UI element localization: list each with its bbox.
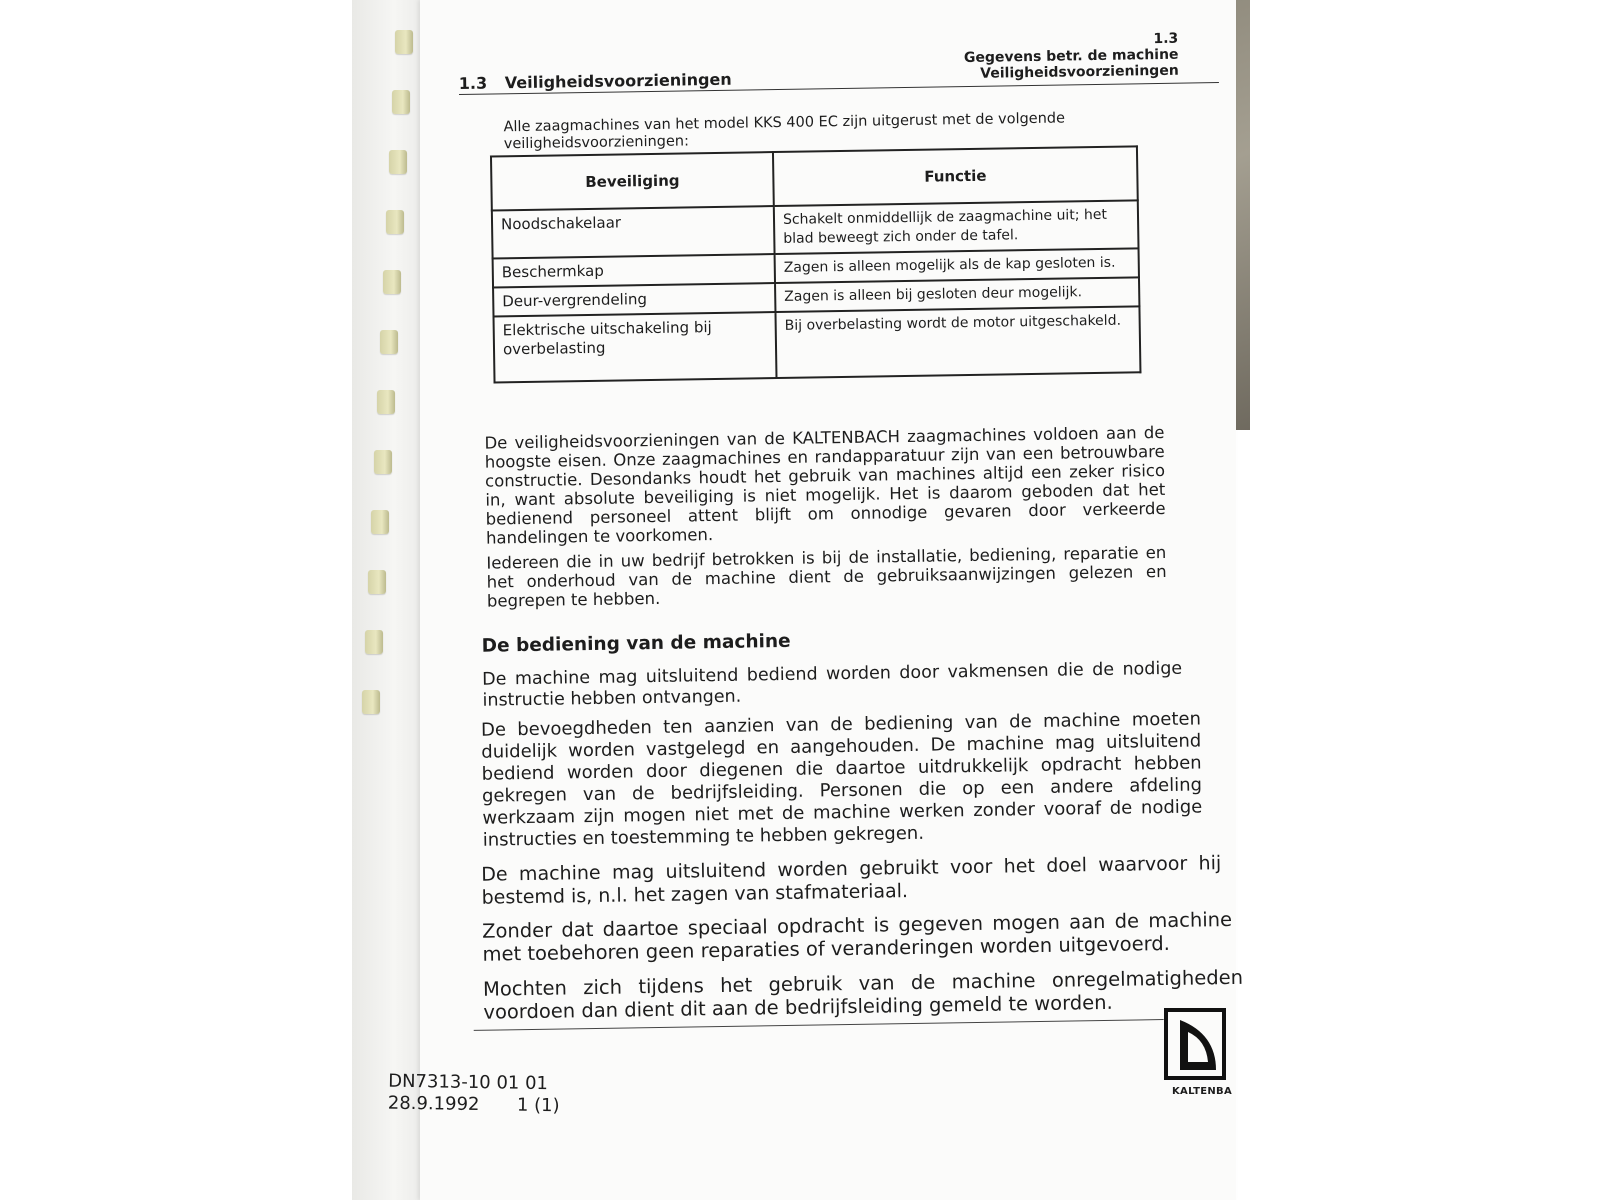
column-header-functie: Functie [773,146,1138,206]
document-date: 28.9.1992 [387,1092,480,1116]
table-cell-beveiliging: Elektrische uitschakeling bij overbelasting [494,312,777,382]
background-right [1236,0,1600,1200]
table-cell-beveiliging: Beschermkap [493,254,775,287]
binding-ring [365,630,383,654]
binding-ring [377,390,395,414]
page-content [458,18,1244,1150]
binding-ring [386,210,404,234]
binding-ring [392,90,410,114]
safety-table [490,145,1142,383]
responsibility-paragraph: Iedereen die in uw bedrijf betrokken is bij de installatie, bediening, reparatie en het onderhoud van de machine dient de gebruiksaanwijzingen gelezen en begrepen te hebben. [486,542,1167,611]
table-cell-functie: Zagen is alleen mogelijk als de kap gesloten is. [775,248,1139,283]
header-topic: Veiligheidsvoorzieningen [980,62,1179,82]
page-number: 1 (1) [516,1094,560,1117]
header-chapter: Gegevens betr. de machine [963,46,1179,67]
binding-ring [383,270,401,294]
binding-ring [380,330,398,354]
section-number: 1.3 [458,73,488,93]
binding-ring [368,570,386,594]
binding-ring [362,690,380,714]
binding-ring [374,450,392,474]
section-title-text: Veiligheidsvoorzieningen [504,69,732,93]
document-number: DN7313-10 01 01 [388,1070,549,1095]
operation-paragraph: Mochten zich tijdens het gebruik van de machine onregelmatigheden voordoen dan dient dit aan de bedrijfsleiding gemeld te worden. [482,965,1244,1024]
logo-mark [1164,1008,1226,1080]
page-header [964,31,1179,82]
table-cell-beveiliging: Deur-vergrendeling [493,283,775,316]
binding-ring [371,510,389,534]
binding-ring [389,150,407,174]
footer-date-page [388,1093,560,1118]
operation-paragraph: Zonder dat daartoe speciaal opdracht is gegeven mogen aan de machine met toebehoren geen reparaties of veranderingen worden uitgevoerd. [481,907,1233,966]
safety-paragraph: De veiligheidsvoorzieningen van de KALTENBACH zaagmachines voldoen aan de hoogste eisen. Onze zaagmachines en randapparatuur zijn van een betrouwbare constructie. Desondanks houdt het gebruik van machines altijd een zeker risico in, want absolute beveiliging is niet mogelijk. Het is daarom geboden dat het bedienend personeel attent blijft om onnodige gevaren door verkeerde handelingen te voorkomen. [484,422,1166,548]
table-row [494,306,1141,382]
logo-text: KALTENBA [1172,1086,1232,1097]
spiral-binding [352,0,422,1200]
kaltenbach-logo [1164,1008,1232,1104]
header-section-number: 1.3 [1153,30,1179,48]
intro-text: Alle zaagmachines van het model KKS 400 EC zijn uitgerust met de volgende veiligheidsvoorzieningen: [503,110,1066,153]
table-cell-beveiliging: Noodschakelaar [492,206,775,258]
binding-ring [395,30,413,54]
background-left [0,0,352,1200]
operation-paragraph: De machine mag uitsluitend bediend worden door vakmensen die de nodige instructie hebben ontvangen. [482,658,1183,711]
table-cell-functie: Zagen is alleen bij gesloten deur mogelijk. [775,277,1139,312]
operation-heading: De bediening van de machine [481,630,791,657]
table-cell-functie: Bij overbelasting wordt de motor uitgeschakeld. [775,306,1140,378]
operation-paragraph: De machine mag uitsluitend worden gebruikt voor het doel waarvoor hij bestemd is, n.l. het zagen van stafmateriaal. [481,852,1222,909]
column-header-beveiliging: Beveiliging [491,152,774,210]
operation-paragraph: De bevoegdheden ten aanzien van de bediening van de machine moeten duidelijk worden vastgelegd en aangehouden. De machine mag uitsluitend bediend worden door diegenen die daartoe uitdrukkelijk opdracht hebben gekregen van de bedrijfsleiding. Personen die op een andere afdeling werkzaam zijn mogen niet met de machine werken zonder vooraf de nodige instructies en toestemming te hebben gekregen. [480,708,1203,851]
table-cell-functie: Schakelt onmiddellijk de zaagmachine uit; het blad beweegt zich onder de tafel. [774,200,1139,254]
page-footer [388,1071,560,1118]
